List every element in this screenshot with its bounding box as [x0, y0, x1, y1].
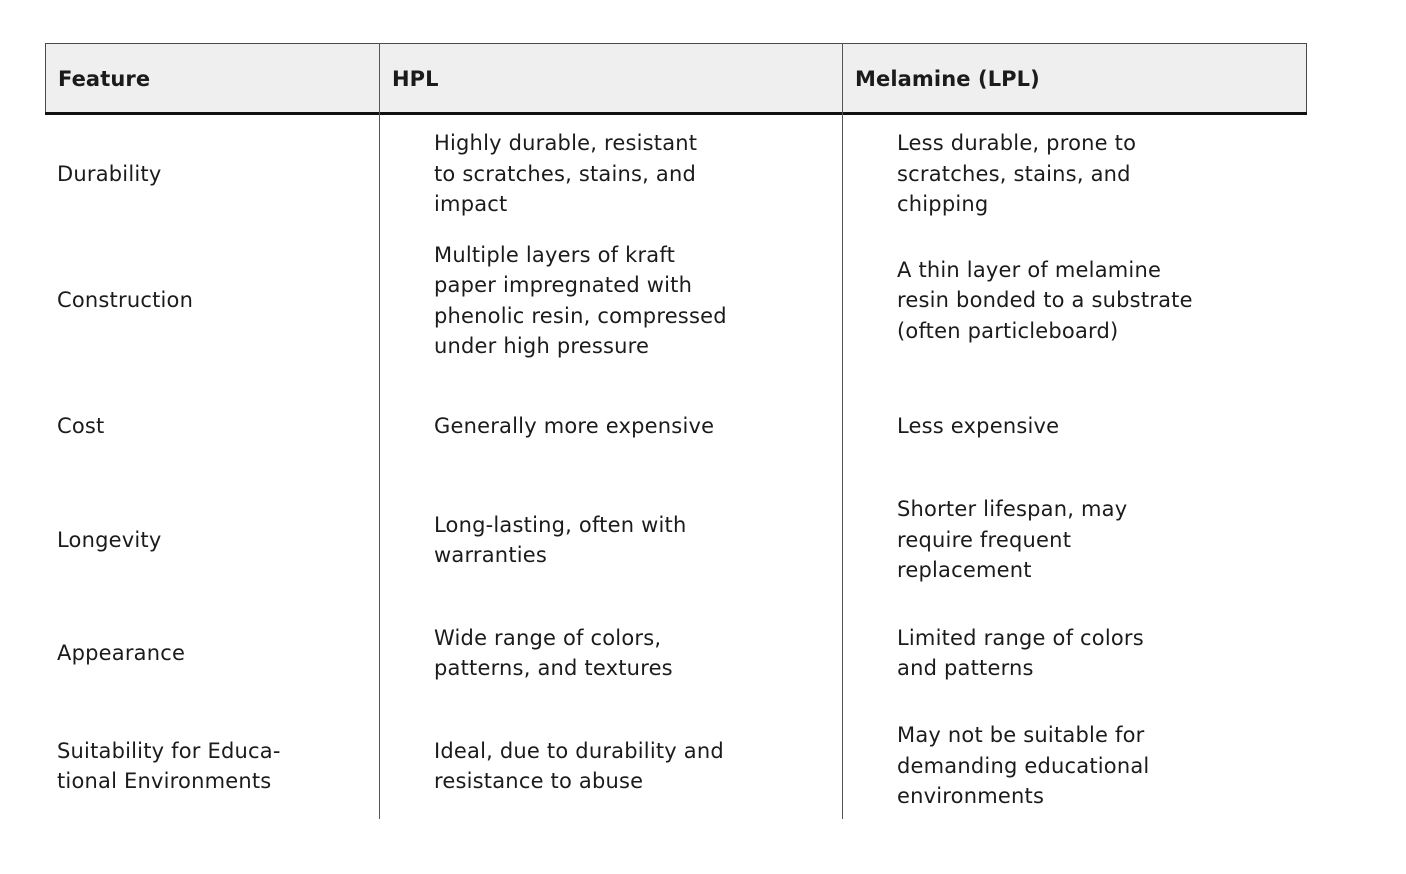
table-header [45, 43, 1307, 112]
melamine-line: Shorter lifespan, may [897, 497, 1128, 522]
table-row [45, 238, 1307, 363]
hpl-cell [434, 238, 814, 363]
melamine-line: Limited range of colors [897, 625, 1144, 650]
hpl-line: to scratches, stains, and [434, 161, 697, 186]
feature-line: Durability [57, 161, 162, 186]
hpl-cell [434, 621, 814, 685]
feature-cell [57, 127, 357, 221]
header-feature: Feature [58, 66, 151, 91]
melamine-cell [897, 238, 1267, 363]
hpl-cell [434, 493, 814, 587]
hpl-cell [434, 127, 814, 221]
feature-line: Appearance [57, 640, 186, 665]
melamine-line: (often particleboard) [897, 318, 1119, 343]
header-melamine: Melamine (LPL) [855, 66, 1040, 91]
hpl-line: Ideal, due to durability and [434, 738, 724, 763]
melamine-cell [897, 621, 1267, 685]
hpl-cell [434, 403, 814, 449]
feature-cell [57, 621, 357, 685]
hpl-line: paper impregnated with [434, 273, 693, 297]
table-row [45, 719, 1307, 813]
hpl-line: warranties [434, 543, 548, 567]
hpl-line: under high pressure [434, 334, 650, 358]
hpl-line: patterns, and textures [434, 656, 673, 680]
table-row [45, 403, 1307, 449]
table-row [45, 127, 1307, 221]
comparison-table [45, 43, 1307, 819]
melamine-line: replacement [897, 558, 1032, 583]
melamine-line: scratches, stains, and [897, 161, 1131, 186]
melamine-line: resin bonded to a substrate [897, 288, 1193, 313]
table-row [45, 493, 1307, 587]
hpl-cell [434, 719, 814, 813]
hpl-line: Wide range of colors, [434, 625, 662, 650]
feature-cell [57, 719, 357, 813]
melamine-line: A thin layer of melamine [897, 257, 1162, 282]
melamine-cell [897, 403, 1267, 449]
feature-cell [57, 238, 357, 363]
melamine-cell [897, 719, 1267, 813]
melamine-line: chipping [897, 192, 989, 217]
header-hpl: HPL [392, 66, 439, 91]
feature-cell [57, 403, 357, 449]
hpl-line: phenolic resin, compressed [434, 303, 727, 328]
melamine-line: Less durable, prone to [897, 131, 1137, 156]
melamine-line: require frequent [897, 527, 1072, 552]
melamine-line: environments [897, 784, 1045, 809]
hpl-line: resistance to abuse [434, 769, 644, 793]
melamine-line: and patterns [897, 656, 1034, 680]
hpl-line: Long-lasting, often with [434, 512, 687, 537]
melamine-line: demanding educational [897, 753, 1150, 778]
header-divider [45, 112, 1307, 115]
table-row [45, 621, 1307, 685]
feature-line: tional Environments [57, 769, 272, 793]
hpl-line: impact [434, 192, 508, 217]
feature-line: Construction [57, 288, 194, 313]
melamine-cell [897, 127, 1267, 221]
hpl-line: Generally more expensive [434, 413, 715, 438]
hpl-line: Highly durable, resistant [434, 131, 698, 156]
feature-cell [57, 493, 357, 587]
feature-line: Cost [57, 413, 105, 438]
melamine-line: May not be suitable for [897, 723, 1145, 748]
feature-line: Suitability for Educa- [57, 738, 281, 763]
melamine-cell [897, 493, 1267, 587]
hpl-line: Multiple layers of kraft [434, 242, 676, 267]
melamine-line: Less expensive [897, 413, 1060, 438]
feature-line: Longevity [57, 527, 162, 552]
